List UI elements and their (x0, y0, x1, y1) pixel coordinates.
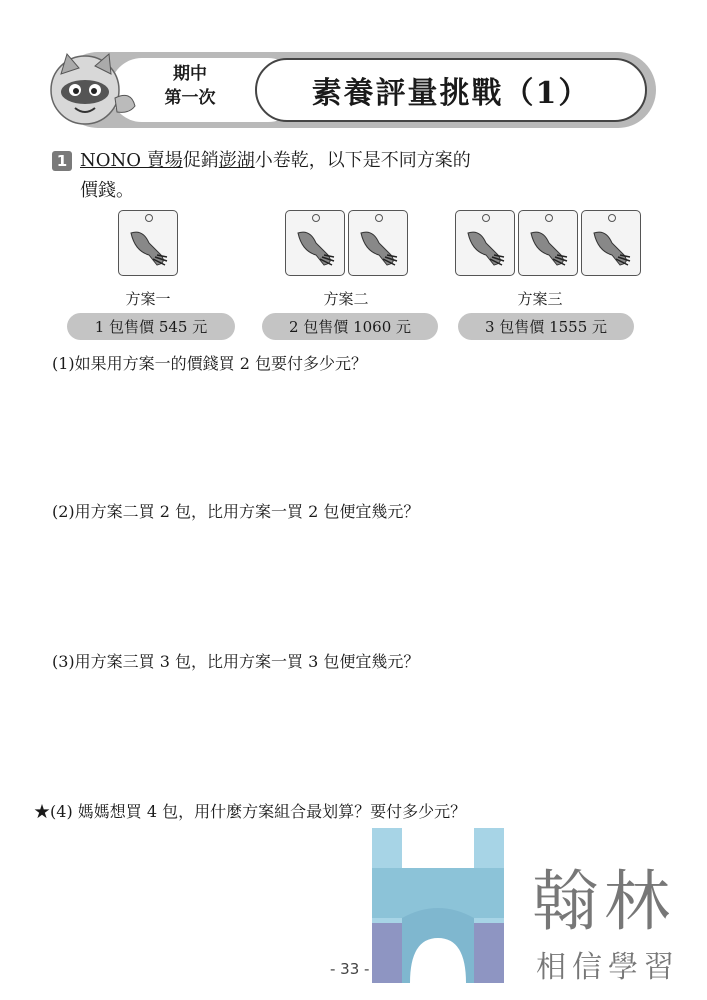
squid-package-image (118, 210, 178, 276)
price-tag (262, 313, 438, 340)
place-name: 澎湖 (218, 150, 255, 171)
question-1: (1)如果用方案一的價錢買 2 包要付多少元？ (52, 354, 368, 373)
squid-package-image (518, 210, 578, 276)
question-4: (4) 媽媽想買 4 包，用什麼方案組合最划算？要付多少元？ (50, 802, 467, 821)
mascot-icon (45, 50, 145, 130)
question-3: (3)用方案三買 3 包，比用方案一買 3 包便宜幾元？ (52, 652, 420, 671)
title-pill (255, 58, 647, 122)
plan-label: 方案一 (125, 290, 171, 308)
price-text: 3 包售價 1555 元 (484, 318, 608, 336)
price-tag (458, 313, 634, 340)
dried-squid-icon (590, 225, 634, 269)
squid-package-image (455, 210, 515, 276)
publisher-logo-icon (372, 828, 504, 983)
page-title: 素養評量挑戰（1） (311, 76, 591, 111)
plan-label: 方案三 (517, 290, 563, 308)
exam-tag-line1: 期中 (173, 64, 207, 84)
squid-package-image (348, 210, 408, 276)
plan-label: 方案二 (323, 290, 369, 308)
dried-squid-icon (527, 225, 571, 269)
dried-squid-icon (294, 225, 338, 269)
problem-intro (80, 148, 660, 174)
problem-number-badge: 1 (52, 151, 72, 171)
price-text: 1 包售價 545 元 (94, 318, 208, 336)
exam-tag-line2: 第一次 (164, 88, 216, 108)
question-2: (2)用方案二買 2 包，比用方案一買 2 包便宜幾元？ (52, 502, 420, 521)
squid-package-image (581, 210, 641, 276)
price-tag (67, 313, 235, 340)
star-icon: ★ (34, 802, 51, 821)
exam-tag (160, 62, 220, 110)
price-text: 2 包售價 1060 元 (288, 318, 412, 336)
squid-package-image (285, 210, 345, 276)
page-number: - 33 - (330, 960, 370, 978)
question-4-row (34, 800, 466, 824)
dried-squid-icon (464, 225, 508, 269)
dried-squid-icon (127, 225, 171, 269)
dried-squid-icon (357, 225, 401, 269)
publisher-logo-tagline: 相信學習 (536, 950, 680, 985)
intro-text-b: 小卷乾，以下是不同方案的 (254, 150, 471, 171)
problem-intro-line2: 價錢。 (80, 180, 134, 201)
intro-text-a: 促銷 (182, 150, 219, 171)
publisher-logo-name: 翰林 (532, 863, 676, 940)
store-name: NONO 賣場 (80, 150, 183, 171)
